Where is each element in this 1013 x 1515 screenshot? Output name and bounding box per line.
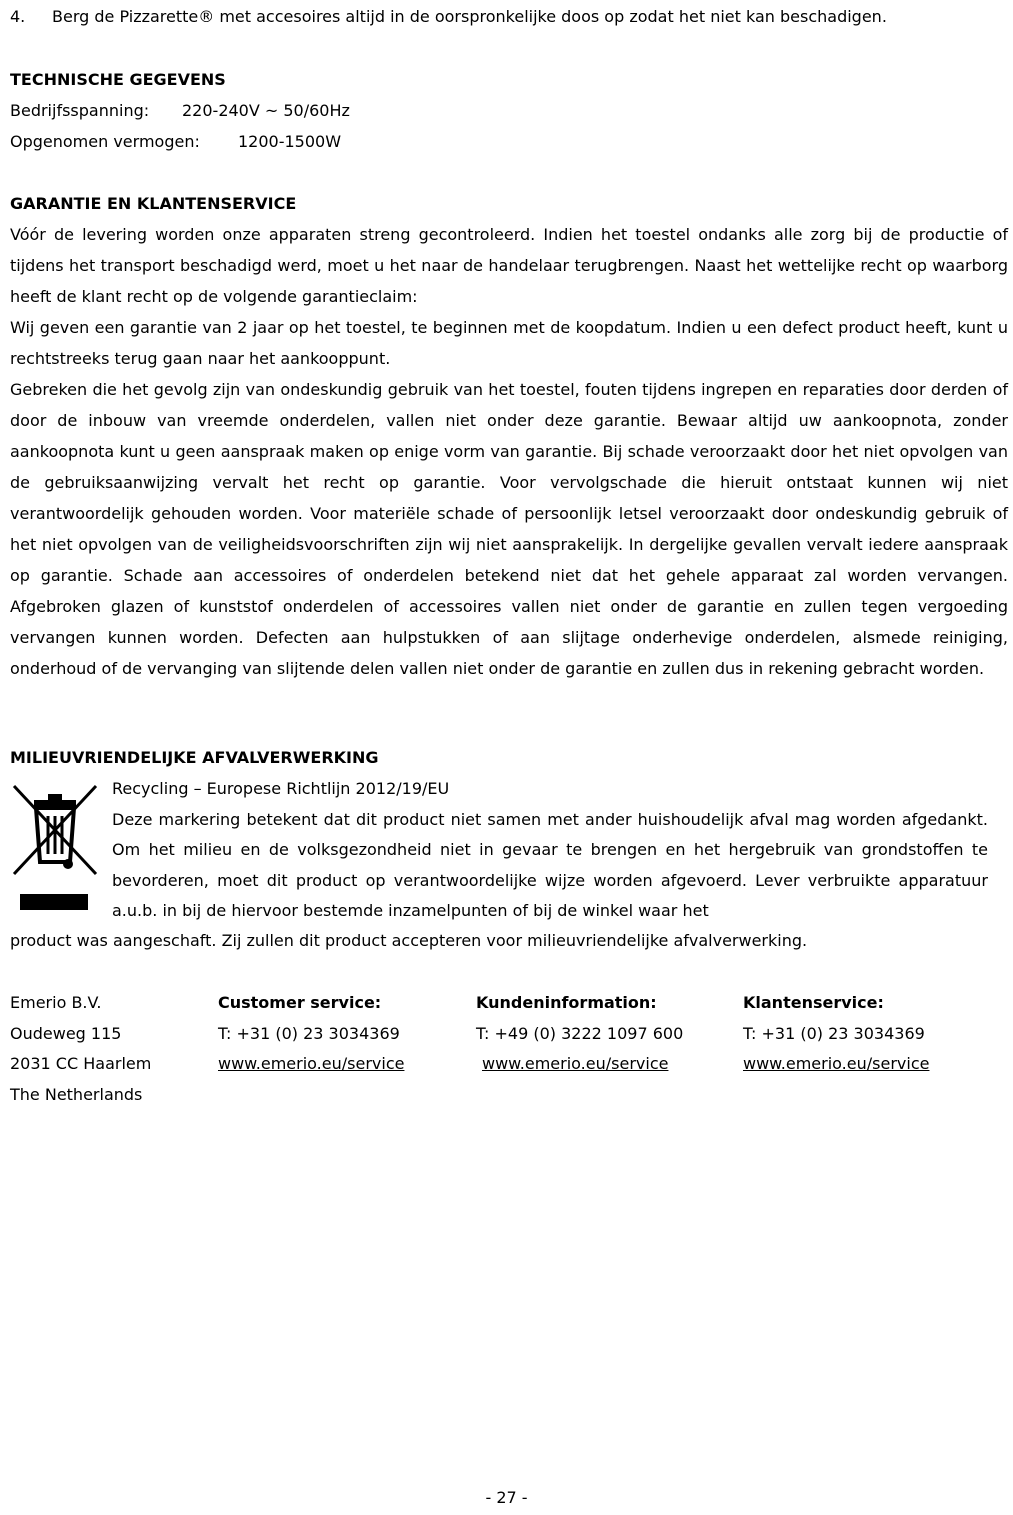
weee-description: Deze markering betekent dat dit product niet samen met ander huishoudelijk afval mag worden afgedankt. Om het milieu en de volksgezondheid niet in gevaar te brengen en het hergebruik van grondstoffen te bevorderen, moet dit product op verantwoordelijke wijze worden afgevoerd. Lever verbruikte apparatuur a.u.b. in bij de hiervoor bestemde inzamelpunten of bij de winkel waar het	[112, 809, 988, 920]
klantenservice-link[interactable]: www.emerio.eu/service	[743, 1054, 930, 1073]
page-number: - 27 -	[485, 1488, 528, 1507]
env-heading: MILIEUVRIENDELIJKE AFVALVERWERKING	[10, 748, 379, 767]
klantenservice-title: Klantenservice:	[743, 993, 884, 1012]
klantenservice-col	[743, 988, 929, 1080]
crossed-bin-icon	[10, 780, 100, 910]
list-item-number: 4.	[10, 7, 26, 26]
company-city: 2031 CC Haarlem	[10, 1054, 152, 1073]
weee-text	[112, 774, 988, 927]
warranty-heading: GARANTIE EN KLANTENSERVICE	[10, 194, 297, 213]
weee-description-tail: product was aangeschaft. Zij zullen dit product accepteren voor milieuvriendelijke afvalverwerking.	[10, 931, 808, 950]
company-street: Oudeweg 115	[10, 1023, 122, 1043]
voltage-label: Bedrijfsspanning:	[10, 101, 150, 120]
kundeninformation-col	[476, 988, 683, 1080]
customer-service-phone: T: +31 (0) 23 3034369	[218, 1023, 400, 1043]
warranty-text	[10, 219, 1008, 684]
customer-service-title: Customer service:	[218, 993, 382, 1012]
weee-directive: Recycling – Europese Richtlijn 2012/19/EU	[112, 779, 450, 798]
list-item-text: Berg de Pizzarette® met accesoires altijd in de oorspronkelijke doos op zodat het niet kan beschadigen.	[52, 7, 887, 26]
power-line	[10, 131, 341, 153]
list-item-4	[10, 6, 1008, 28]
warranty-paragraph-1: Vóór de levering worden onze apparaten streng gecontroleerd. Indien het toestel ondanks alle zorg bij de productie of tijdens het transport beschadigd werd, moet u het naar de handelaar terugbrengen. Naast het wettelijke recht op waarborg heeft de klant recht op de volgende garantieclaim:	[10, 225, 1008, 306]
customer-service-col	[218, 988, 404, 1080]
klantenservice-phone: T: +31 (0) 23 3034369	[743, 1023, 925, 1043]
power-label: Opgenomen vermogen:	[10, 132, 200, 151]
warranty-paragraph-3: Gebreken die het gevolg zijn van ondeskundig gebruik van het toestel, fouten tijdens ingrepen en reparaties door derden of door de inbouw van vreemde onderdelen, vallen niet onder deze garantie. Bewaar altijd uw aankoopnota, zonder aankoopnota kunt u geen aanspraak maken op enige vorm van garantie. Bij schade veroorzaakt door het niet opvolgen van de gebruiksaanwijzing vervalt het recht op garantie. Voor vervolgschade die hieruit ontstaat kunnen wij niet verantwoordelijk gehouden worden. Voor materiële schade of persoonlijk letsel veroorzaakt door ondeskundig gebruik of het niet opvolgen van de veiligheidsvoorschriften zijn wij niet aansprakelijk. In dergelijke gevallen vervalt iedere aanspraak op garantie. Schade aan accessoires of onderdelen betekend niet dat het gehele apparaat zal worden vervangen. Afgebroken glazen of kunststof onderdelen of accessoires vallen niet onder de garantie en zullen tegen vergoeding vervangen kunnen worden. Defecten aan hulpstukken of aan slijtage onderhevige onderdelen, alsmede reiniging, onderhoud of de vervanging van slijtende delen vallen niet onder de garantie en zullen dus in rekening gebracht worden.	[10, 380, 1008, 678]
company-country: The Netherlands	[10, 1084, 143, 1104]
company-address	[10, 988, 151, 1110]
kundeninformation-link[interactable]: www.emerio.eu/service	[482, 1054, 669, 1073]
kundeninformation-phone: T: +49 (0) 3222 1097 600	[476, 1023, 684, 1043]
voltage-value: 220-240V ~ 50/60Hz	[182, 101, 350, 120]
voltage-line	[10, 100, 350, 122]
company-name: Emerio B.V.	[10, 993, 102, 1012]
customer-service-link[interactable]: www.emerio.eu/service	[218, 1054, 405, 1073]
kundeninformation-title: Kundeninformation:	[476, 993, 657, 1012]
tech-heading: TECHNISCHE GEGEVENS	[10, 70, 226, 89]
warranty-paragraph-2: Wij geven een garantie van 2 jaar op het toestel, te beginnen met de koopdatum. Indien u een defect product heeft, kunt u rechtstreeks terug gaan naar het aankooppunt.	[10, 318, 1008, 368]
power-value: 1200-1500W	[238, 132, 342, 151]
